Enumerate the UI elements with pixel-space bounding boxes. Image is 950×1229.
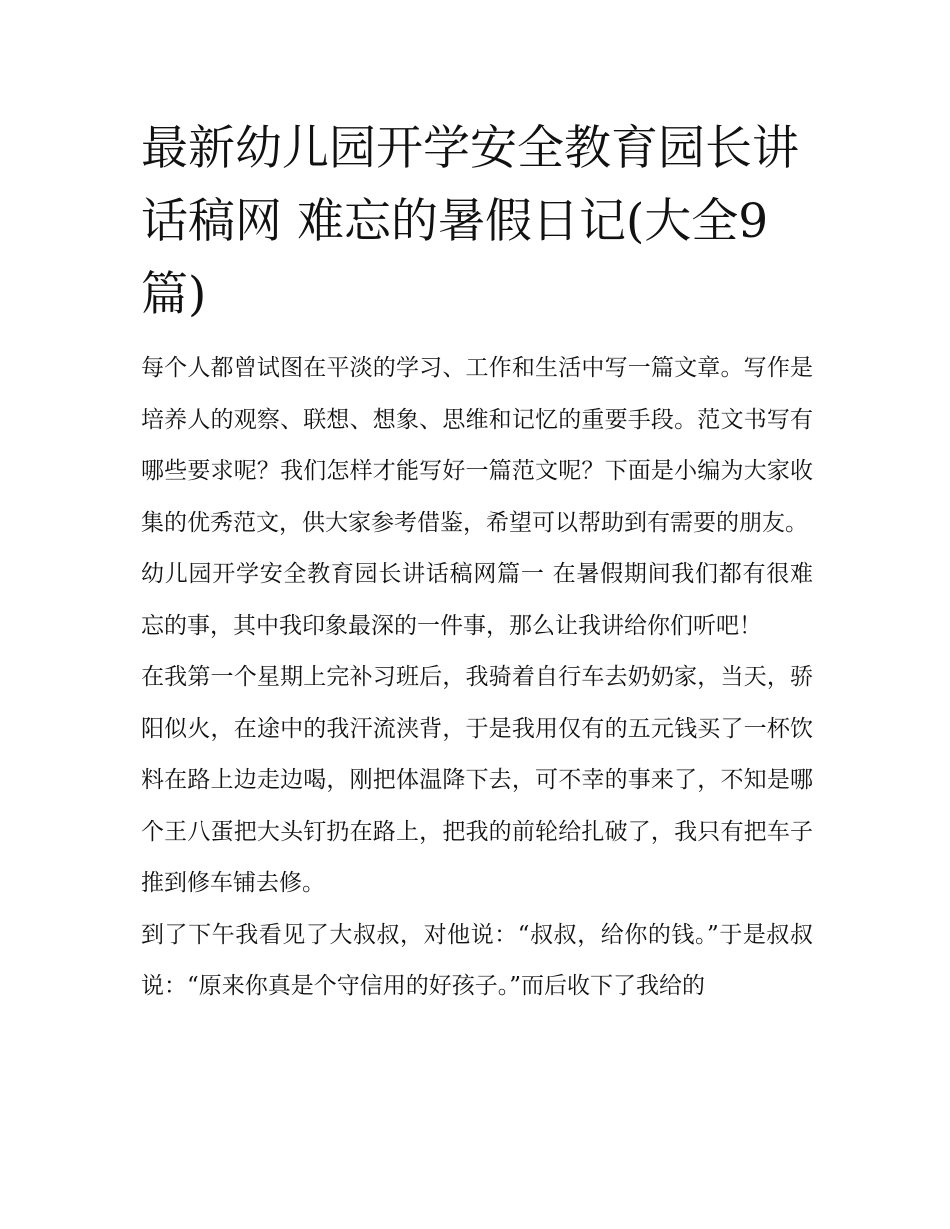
paragraph-bike-story: 在我第一个星期上完补习班后，我骑着自行车去奶奶家，当天，骄阳似火，在途中的我汗流浃背，于是我用仅有的五元钱买了一杯饮料在路上边走边喝，刚把体温降下去，可不幸的事来了，不知是哪个王八蛋把大头钉扔在路上，把我的前轮给扎破了，我只有把车子推到修车铺去修。: [141, 664, 813, 896]
document-body: [141, 112, 813, 1013]
paragraph-uncle: 到了下午我看见了大叔叔，对他说：“叔叔，给你的钱。”于是叔叔说：“原来你真是个守信用的好孩子。”而后收下了我给的: [141, 921, 813, 999]
document-title: 最新幼儿园开学安全教育园长讲话稿网 难忘的暑假日记(大全9篇): [141, 121, 799, 322]
paragraph-chapter-one: 幼儿园开学安全教育园长讲话稿网篇一 在暑假期间我们都有很难忘的事，其中我印象最深的一件事，那么让我讲给你们听吧！: [141, 561, 813, 639]
paragraph-intro: 每个人都曾试图在平淡的学习、工作和生活中写一篇文章。写作是培养人的观察、联想、想象、思维和记忆的重要手段。范文书写有哪些要求呢？我们怎样才能写好一篇范文呢？下面是小编为大家收集的优秀范文，供大家参考借鉴，希望可以帮助到有需要的朋友。: [141, 355, 813, 536]
